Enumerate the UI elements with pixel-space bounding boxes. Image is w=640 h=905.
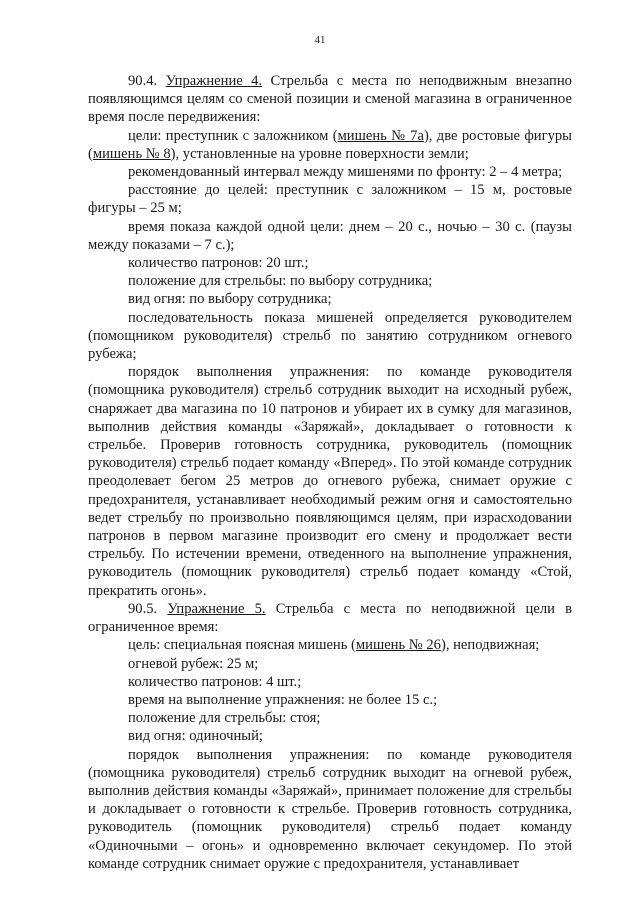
paragraph [88, 673, 572, 691]
paragraph [88, 746, 572, 873]
text-run: 90.5. [128, 600, 168, 617]
paragraph [88, 363, 572, 600]
paragraph [88, 636, 572, 654]
underlined-reference: Упражнение 4. [165, 73, 263, 89]
text-run: огневой рубеж: 25 м; [128, 655, 259, 672]
text-run: расстояние до целей: преступник с заложником – 15 м, ростовые фигуры – 25 м; [88, 182, 572, 217]
text-run: положение для стрельбы: стоя; [128, 710, 321, 727]
text-run: Стрельба с места по неподвижным внезапно появляющимся целям со сменой позиции и сменой магазина в ограниченное время после передвижения: [88, 73, 572, 126]
text-run: положение для стрельбы: по выбору сотрудника; [128, 273, 433, 290]
text-run: вид огня: по выбору сотрудника; [128, 291, 332, 308]
text-run: рекомендованный интервал между мишенями по фронту: 2 – 4 метра; [128, 164, 563, 181]
text-run: последовательность показа мишеней определяется руководителем (помощником руководителя) стрельб по занятию сотрудником огневого рубежа; [88, 309, 572, 363]
text-run: количество патронов: 4 шт.; [128, 673, 302, 690]
text-run: ), две ростовые фигуры ( [88, 127, 572, 162]
paragraph [88, 600, 572, 636]
paragraph [88, 254, 572, 272]
paragraph [88, 272, 572, 290]
paragraph [88, 218, 572, 254]
underlined-reference: мишень № 8 [92, 145, 171, 162]
underlined-reference: Упражнение 5. [167, 600, 266, 617]
text-run: время на выполнение упражнения: не более 15 с.; [128, 691, 438, 708]
underlined-reference: мишень № 26 [355, 637, 441, 654]
text-run: цели: преступник с заложником ( [128, 127, 338, 144]
page-number: 41 [314, 34, 326, 46]
text-run: Стрельба с места по неподвижной цели в ограниченное время: [88, 600, 572, 636]
paragraph [88, 655, 572, 673]
text-run: порядок выполнения упражнения: по команде руководителя (помощника руководителя) стрельб сотрудник выходит на огневой рубеж, выполнив действия команды «Заряжай», принимает положение для стрельбы и докладывает о готовности к стрельбе. Проверив готовность сотрудника, руководитель (помощник руководителя) стрельб подает команду «Одиночными – огонь» и одновременно включает секундомер. По этой команде сотрудник снимает оружие с предохранителя, устанавливает [88, 746, 572, 872]
text-run: ), установленные на уровне поверхности земли; [170, 145, 469, 162]
paragraph [88, 309, 572, 364]
paragraph [88, 127, 572, 163]
text-run: цель: специальная поясная мишень ( [128, 637, 356, 654]
paragraph [88, 691, 572, 709]
paragraph [88, 163, 572, 181]
text-run: количество патронов: 20 шт.; [128, 255, 309, 272]
paragraph [88, 290, 572, 308]
paragraph [88, 709, 572, 727]
text-run: 90.4. [128, 73, 166, 89]
text-run: ), неподвижная; [440, 637, 540, 654]
document-body [88, 72, 572, 873]
text-run: порядок выполнения упражнения: по команде руководителя (помощника руководителя) стрельб сотрудник выходит на исходный рубеж, снаряжает два магазина по 10 патронов и убирает их в сумку для магазинов, выполнив действия команды «Заряжай», докладывает о готовности к стрельбе. Проверив готовность сотрудника, руководитель (помощник руководителя) стрельб подает команду «Вперед». По этой команде сотрудник преодолевает бегом 25 метров до огневого рубежа, снимает оружие с предохранителя, устанавливает необходимый режим огня и самостоятельно ведет стрельбу по произвольно появляющимся целям, при израсходовании патронов в первом магазине производит его смену и продолжает вести стрельбу. По истечении времени, отведенного на выполнение упражнения, руководитель (помощник руководителя) стрельб подает команду «Стой, прекратить огонь». [88, 364, 572, 599]
paragraph [88, 72, 572, 127]
paragraph [88, 181, 572, 217]
underlined-reference: мишень № 7а [337, 127, 424, 144]
text-run: время показа каждой одной цели: днем – 20 с., ночью – 30 с. (паузы между показами – 7 с.); [88, 218, 572, 253]
paragraph [88, 727, 572, 745]
text-run: вид огня: одиночный; [128, 728, 263, 745]
